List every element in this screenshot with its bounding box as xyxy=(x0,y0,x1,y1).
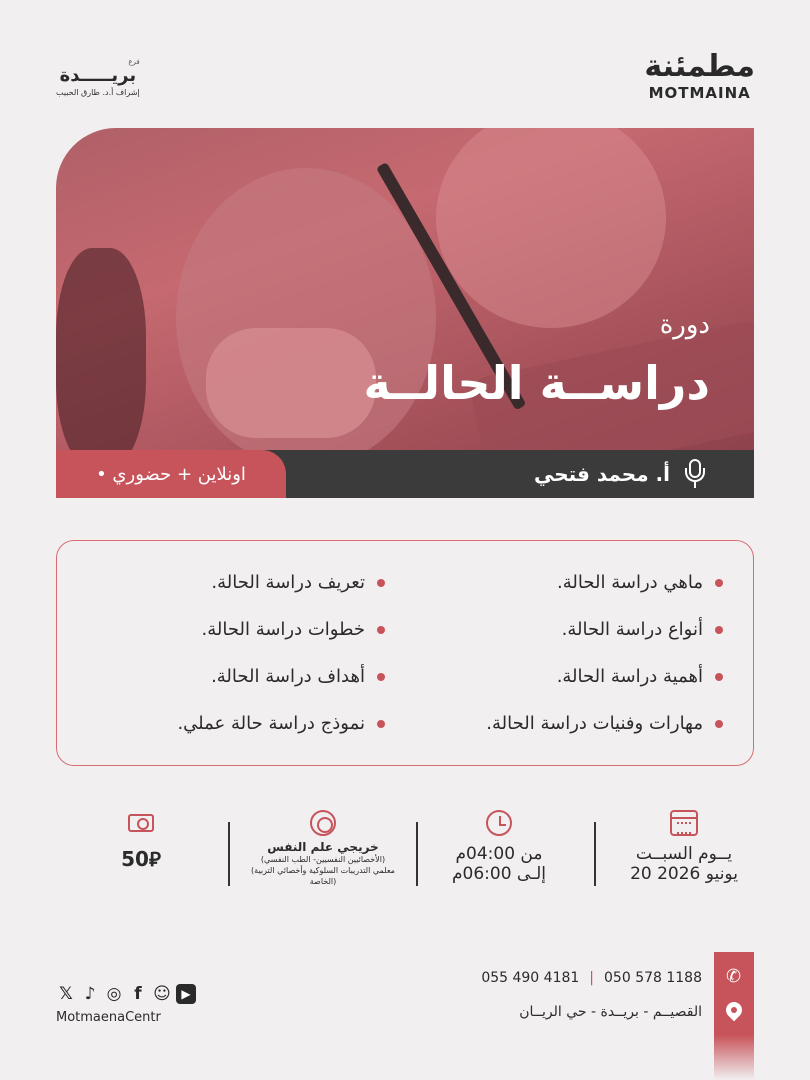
bullet-icon xyxy=(377,626,385,634)
location-pin-icon xyxy=(723,999,746,1022)
divider xyxy=(594,822,596,886)
topic-text: تعريف دراسة الحالة. xyxy=(211,572,365,593)
branch-logo xyxy=(56,58,140,97)
topic-item xyxy=(87,653,385,700)
brand-logo xyxy=(644,49,755,102)
facebook-icon[interactable]: f xyxy=(134,984,142,1004)
topic-item xyxy=(425,700,723,747)
time-to: إلـى 06:00م xyxy=(452,864,546,885)
phone-number[interactable]: 055 490 4181 xyxy=(481,970,580,986)
date-full: 20 يونيو 2026 xyxy=(630,864,738,885)
address: القصيــم - بريــدة - حي الريــان xyxy=(519,1004,702,1020)
date-info xyxy=(614,810,754,885)
topic-text: أهداف دراسة الحالة. xyxy=(211,666,365,687)
bullet-icon xyxy=(377,720,385,728)
price-value: 50⃁ xyxy=(121,847,161,871)
presenter-bar xyxy=(56,450,754,498)
presenter-name: أ. محمد فتحي xyxy=(533,462,670,486)
topics-column-right xyxy=(425,559,723,765)
audience-title: خريجي علم النفس xyxy=(267,840,379,854)
attendance-mode-tag: • اونلاين + حضوري xyxy=(56,450,286,498)
time-from: من 04:00م xyxy=(455,844,543,864)
topic-item xyxy=(425,606,723,653)
calendar-icon xyxy=(670,810,698,836)
branch-name: بريـــــدة xyxy=(59,65,137,86)
divider xyxy=(416,822,418,886)
course-label: دورة xyxy=(659,310,710,340)
hero-photo-shape xyxy=(436,128,666,328)
hero-hand-shape xyxy=(206,328,376,438)
brand-name-en: MOTMAINA xyxy=(648,84,751,102)
topic-item xyxy=(87,559,385,606)
audience-info xyxy=(238,810,408,888)
tiktok-icon[interactable]: ♪ xyxy=(84,984,96,1004)
x-icon[interactable]: 𝕏 xyxy=(59,984,73,1004)
contact-strip xyxy=(714,952,754,1080)
topic-item xyxy=(425,653,723,700)
bullet-icon xyxy=(715,720,723,728)
audience-subtitle-2: (معلمي التدريبات السلوكية وأخصائي التربية الخاصة) xyxy=(251,866,395,887)
brand-name-ar: مطمئنة xyxy=(644,49,755,84)
microphone-icon xyxy=(684,459,706,489)
social-icons xyxy=(56,984,196,1004)
branch-supervisor: إشراف أ.د. طارق الحبيب xyxy=(56,87,140,97)
topic-text: ماهي دراسة الحالة. xyxy=(557,572,703,593)
hero-banner xyxy=(56,128,754,450)
target-icon xyxy=(310,810,336,836)
clock-icon xyxy=(486,810,512,836)
topic-item xyxy=(425,559,723,606)
bullet-icon xyxy=(377,579,385,587)
money-icon xyxy=(128,814,154,832)
price-info xyxy=(96,810,186,872)
bullet-icon xyxy=(715,626,723,634)
snapchat-icon[interactable]: ☺ xyxy=(153,984,171,1004)
instagram-icon[interactable]: ◎ xyxy=(106,984,122,1004)
hero-photo-shape xyxy=(56,248,146,450)
topic-item xyxy=(87,606,385,653)
topic-text: خطوات دراسة الحالة. xyxy=(201,619,365,640)
phone-number[interactable]: 050 578 1188 xyxy=(604,970,702,986)
info-row xyxy=(56,810,754,900)
topic-text: أهمية دراسة الحالة. xyxy=(556,666,703,687)
branch-tag: فرع xyxy=(128,58,140,66)
bullet-icon xyxy=(377,673,385,681)
topic-text: مهارات وفنيات دراسة الحالة. xyxy=(486,713,703,734)
course-title: دراســة الحالــة xyxy=(363,356,710,410)
topic-item xyxy=(87,700,385,747)
bullet-icon xyxy=(715,579,723,587)
topics-box xyxy=(56,540,754,766)
phone-icon: ✆ xyxy=(726,966,742,987)
date-day: يــوم السبــت xyxy=(635,844,733,864)
topic-text: أنواع دراسة الحالة. xyxy=(561,619,703,640)
phone-divider: | xyxy=(589,970,595,986)
phone-numbers xyxy=(481,970,702,986)
bullet-icon xyxy=(715,673,723,681)
youtube-icon[interactable]: ▶ xyxy=(176,984,196,1004)
divider xyxy=(228,822,230,886)
social-handle[interactable]: MotmaenaCentr xyxy=(56,1010,161,1025)
audience-subtitle: (الأخصائيين النفسيين- الطب النفسي) xyxy=(260,855,386,864)
presenter xyxy=(534,450,706,498)
topics-column-left xyxy=(87,559,385,765)
topic-text: نموذج دراسة حالة عملي. xyxy=(177,713,365,734)
time-info xyxy=(434,810,564,885)
